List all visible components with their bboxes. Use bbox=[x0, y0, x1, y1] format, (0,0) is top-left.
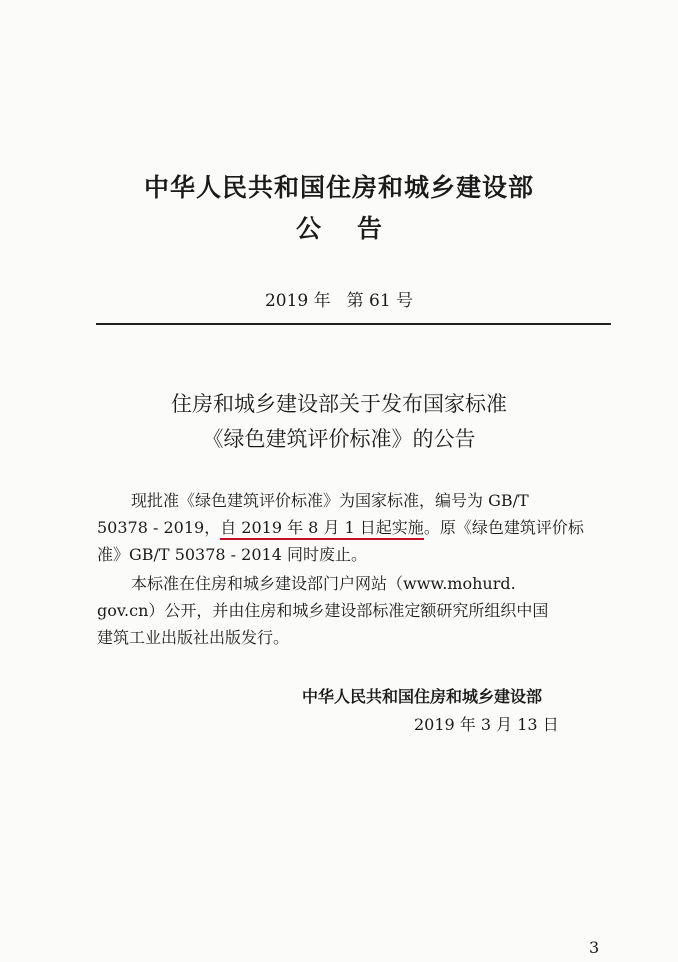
document-year: 2019 年 bbox=[264, 291, 331, 311]
paragraph-line bbox=[97, 570, 567, 597]
signature-date: 2019 年 3 月 13 日 bbox=[414, 715, 559, 734]
issuing-agency-heading: 中华人民共和国住房和城乡建设部 bbox=[143, 173, 534, 202]
signature-organization: 中华人民共和国住房和城乡建设部 bbox=[302, 687, 543, 706]
body-paragraph-2 bbox=[97, 570, 567, 651]
document-serial: 第 61 号 bbox=[346, 291, 414, 311]
text-run: 50378 - 2019， bbox=[97, 518, 221, 537]
document-number bbox=[0, 286, 678, 311]
text-run: 。原《绿色建筑评价标 bbox=[423, 518, 584, 537]
text-run: gov.cn）公开，并由住房和城乡建设部标准定额研究所组织中国 bbox=[97, 601, 549, 620]
paragraph-line bbox=[97, 624, 567, 651]
body-paragraph-1 bbox=[97, 487, 584, 568]
text-run: 现批准《绿色建筑评价标准》为国家标准，编号为 GB/T bbox=[131, 491, 529, 510]
notice-heading: 公告 bbox=[295, 214, 418, 243]
announcement-title-line-2: 《绿色建筑评价标准》的公告 bbox=[202, 427, 476, 451]
text-run: 本标准在住房和城乡建设部门户网站（www.mohurd. bbox=[131, 574, 516, 593]
paragraph-line bbox=[97, 514, 584, 541]
effective-date-highlight: 自 2019 年 8 月 1 日起实施 bbox=[220, 518, 424, 540]
announcement-title-line-1: 住房和城乡建设部关于发布国家标准 bbox=[171, 392, 507, 416]
paragraph-line bbox=[97, 541, 567, 568]
page-number: 3 bbox=[589, 938, 600, 957]
text-run: 准》GB/T 50378 - 2014 同时废止。 bbox=[97, 545, 367, 564]
header-divider bbox=[96, 323, 611, 325]
paragraph-line bbox=[97, 597, 567, 624]
paragraph-line bbox=[97, 487, 567, 514]
text-run: 建筑工业出版社出版发行。 bbox=[97, 628, 290, 647]
